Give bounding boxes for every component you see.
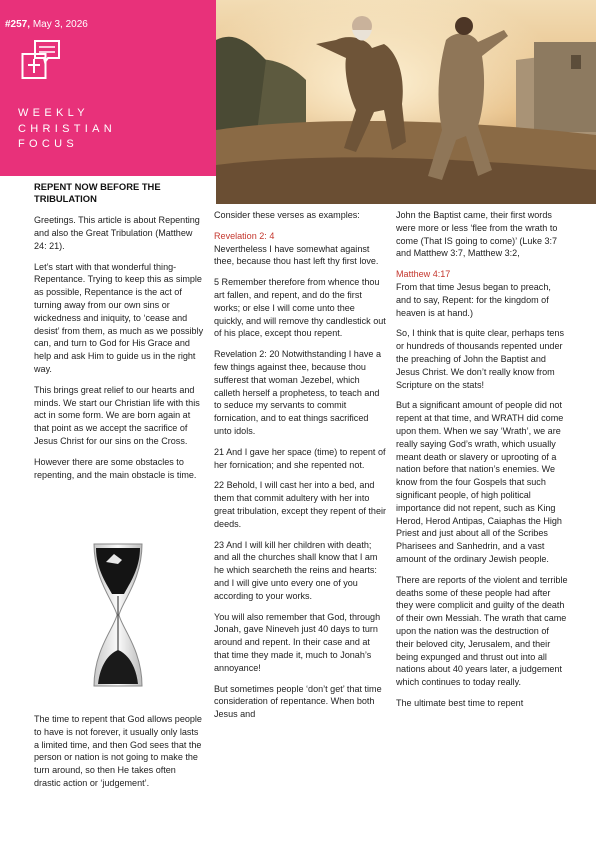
col3-block-1: [396, 268, 568, 319]
col3-verse-text: From that time Jesus began to preach, and to say, Repent: for the kingdom of heaven is at hand.): [396, 281, 551, 318]
col3-paragraph-3: There are reports of the violent and terrible deaths some of these people had after they were complicit and guilty of the death of their own Messiah. The wrath that came upon the nation was the destruction of their beloved city, Jerusalem, and their being expunged and thrust out into all nations about 40 years later, a judgement which continues to today really.: [396, 574, 568, 688]
col2-paragraph-2: Revelation 2: 20 Notwithstanding I have a few things against thee, because thou sufferest that woman Jezebel, which calleth herself a prophetess, to teach and to seduce my servants to commit fornication, and to eat things sacrificed unto idols.: [214, 349, 381, 436]
col2-intro: Consider these verses as examples:: [214, 210, 360, 220]
father-son-embrace-photo: [216, 0, 596, 204]
issue-date: May 3, 2026: [32, 19, 88, 30]
col2-paragraph-3: 21 And I gave her space (time) to repent of her fornication; and she repented not.: [214, 446, 386, 470]
col2-paragraph-6: You will also remember that God, through Jonah, gave Nineveh just 40 days to turn around and repent. In their case and at that time they made it, much to Jonah’s annoyance!: [214, 611, 381, 673]
brand-line-christian: CHRISTIAN: [18, 122, 116, 135]
brand-line-weekly: WEEKLY: [18, 107, 89, 119]
col2-paragraph-7: But sometimes people ‘don’t get’ that time consideration of repentance. When both Jesus and: [214, 683, 382, 720]
article-title: REPENT NOW BEFORE THE TRIBULATION: [34, 181, 161, 204]
chat-bubble-cross-logo-icon: [21, 39, 61, 91]
column-3: [396, 209, 568, 718]
col1-paragraph-2: Let’s start with that wonderful thing- Repentance. Trying to keep this as simple as possible, Repentance is the act of turning away from our own sins or wickedness and iniquity, to ‘cease and desist’ from them, as much as we possibly can, and turn to God for His Grace and help and ask Him to guide us in the right way.: [34, 261, 204, 374]
col3-paragraph-4: The ultimate best time to repent: [396, 697, 524, 708]
col2-paragraph-4: 22 Behold, I will cast her into a bed, and them that commit adultery with her into great tribulation, except they repent of their deeds.: [214, 480, 386, 529]
brand-wordmark: [18, 106, 116, 153]
col3-paragraph-1: So, I think that is quite clear, perhaps tens or hundreds of thousands repented under the preaching of John the Baptist and Jesus Christ. We don’t really know from Scripture on the stats!: [396, 328, 564, 390]
brand-line-focus: FOCUS: [18, 138, 78, 150]
scripture-reference: Revelation 2: 4: [214, 230, 275, 241]
col2-verse-text: Nevertheless I have somewhat against thee, because thou hast left thy first love.: [214, 243, 379, 267]
col1-bottom-paragraph: The time to repent that God allows people to have is not forever, it usually only lasts a limited time, and then God sees that the person or nation is not going to make the turn around, so then He takes often drastic action or ‘judgement’.: [34, 714, 202, 788]
column-2: [214, 209, 386, 729]
col3-paragraph-0: John the Baptist came, their first words were more or less ‘flee from the wrath to come (That IS going to come)’ (Luke 3:7 and Matthew 3:7, Matthew 3:2,: [396, 210, 558, 259]
scripture-reference: Matthew 4:17: [396, 269, 451, 280]
hourglass-illustration: [88, 540, 148, 690]
masthead-panel: [0, 0, 216, 176]
column-1-bottom: [34, 713, 204, 798]
col2-paragraph-5: 23 And I will kill her children with death; and all the churches shall know that I am he which searcheth the reins and hearts: and I will give unto every one of you according to your works.: [214, 539, 378, 601]
issue-line: [5, 19, 88, 30]
col1-paragraph-1: Greetings. This article is about Repenting and also the Great Tribulation (Matthew 24: 21).: [34, 215, 200, 251]
col3-paragraph-2: But a significant amount of people did not repent at that time, and WRATH did come upon them. When we say ‘Wrath’, we are really saying God’s wrath, which usually meant death or slavery or uprooting of a nation before that nation’s enemies. We know from the four Gospels that such significant people, of high political importance did not repent, such as King Herod, Herod Antipas, Caiaphas the High Priest and just about all of the Scribes Pharisees and Sanhedrin, and a vast amount of the ordinary Jewish people.: [396, 400, 564, 564]
col2-paragraph-1: 5 Remember therefore from whence thou art fallen, and repent, and do the first works; or else I will come unto thee quickly, and will remove thy candlestick out of his place, except thou repent.: [214, 277, 386, 339]
issue-number: #257,: [5, 19, 31, 30]
col1-paragraph-4: However there are some obstacles to repenting, and the main obstacle is time.: [34, 456, 197, 480]
column-1: [34, 181, 204, 489]
col1-paragraph-3: This brings great relief to our hearts and minds. We start our Christian life with this act in some form. We are born again at that point as we accept the sacrifice of Jesus Christ for our sins on the Cross.: [34, 384, 200, 446]
col2-block-1: [214, 230, 386, 268]
